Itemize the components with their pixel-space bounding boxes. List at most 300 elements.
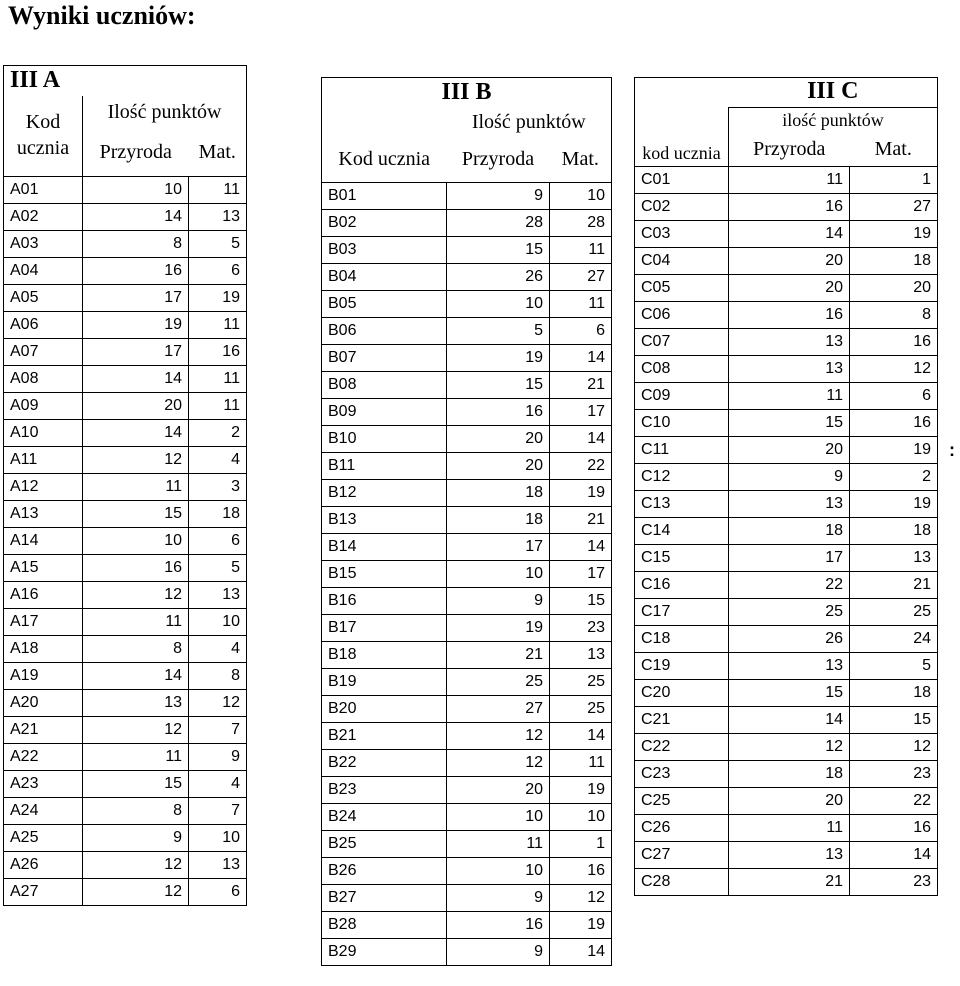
- table-row: [4, 825, 247, 852]
- table-row: [322, 264, 612, 291]
- table-row: [635, 869, 938, 896]
- math-score-cell: 8: [189, 663, 247, 690]
- table-row: [635, 464, 938, 491]
- science-score-cell: 11: [83, 744, 189, 771]
- student-code-cell: B29: [322, 939, 447, 966]
- math-score-cell: 18: [850, 248, 938, 275]
- science-score-cell: 17: [447, 534, 550, 561]
- math-score-cell: 21: [550, 507, 612, 534]
- class-a-header: [4, 66, 247, 177]
- student-code-cell: C14: [635, 518, 729, 545]
- student-code-cell: C13: [635, 491, 729, 518]
- science-score-cell: 12: [729, 734, 850, 761]
- math-score-cell: 10: [189, 825, 247, 852]
- science-score-cell: 20: [83, 393, 189, 420]
- student-code-cell: B20: [322, 696, 447, 723]
- student-code-cell: A24: [4, 798, 83, 825]
- student-code-cell: B07: [322, 345, 447, 372]
- class-a-points-header-cell: [83, 96, 247, 131]
- student-code-cell: C16: [635, 572, 729, 599]
- science-score-cell: 21: [447, 642, 550, 669]
- table-row: [4, 312, 247, 339]
- science-score-cell: 14: [83, 366, 189, 393]
- math-score-cell: 23: [850, 761, 938, 788]
- science-score-cell: 17: [83, 285, 189, 312]
- page-title: Wyniki uczniów:: [8, 1, 196, 30]
- math-score-cell: 25: [550, 669, 612, 696]
- table-row: [4, 636, 247, 663]
- math-score-cell: 10: [550, 804, 612, 831]
- science-score-cell: 16: [729, 194, 850, 221]
- math-score-cell: 24: [850, 626, 938, 653]
- student-code-cell: B24: [322, 804, 447, 831]
- science-score-cell: 10: [447, 804, 550, 831]
- science-score-cell: 25: [729, 599, 850, 626]
- science-score-cell: 18: [729, 518, 850, 545]
- science-score-cell: 10: [447, 858, 550, 885]
- table-row: [4, 663, 247, 690]
- math-score-cell: 6: [189, 879, 247, 906]
- science-score-cell: 15: [447, 237, 550, 264]
- table-row: [322, 372, 612, 399]
- student-code-cell: A17: [4, 609, 83, 636]
- science-score-cell: 14: [83, 663, 189, 690]
- class-b-points-header: Ilość punktów: [471, 111, 586, 133]
- science-score-cell: 12: [83, 852, 189, 879]
- math-score-cell: 5: [189, 231, 247, 258]
- science-score-cell: 10: [83, 528, 189, 555]
- science-score-cell: 11: [729, 815, 850, 842]
- table-row: [322, 426, 612, 453]
- math-score-cell: 2: [850, 464, 938, 491]
- student-code-cell: A21: [4, 717, 83, 744]
- math-score-cell: 4: [189, 771, 247, 798]
- student-code-cell: A26: [4, 852, 83, 879]
- student-code-cell: A18: [4, 636, 83, 663]
- science-score-cell: 11: [83, 609, 189, 636]
- table-row: [635, 275, 938, 302]
- student-code-cell: B06: [322, 318, 447, 345]
- class-c-col1-header: Przyroda: [753, 138, 826, 160]
- science-score-cell: 20: [729, 437, 850, 464]
- class-c-code-header: kod ucznia: [642, 143, 721, 163]
- science-score-cell: 16: [447, 912, 550, 939]
- student-code-cell: B19: [322, 669, 447, 696]
- math-score-cell: 12: [850, 356, 938, 383]
- student-code-cell: A08: [4, 366, 83, 393]
- student-code-cell: B16: [322, 588, 447, 615]
- science-score-cell: 13: [729, 356, 850, 383]
- table-row: [322, 696, 612, 723]
- table-row: [635, 680, 938, 707]
- table-row: [4, 447, 247, 474]
- math-score-cell: 23: [550, 615, 612, 642]
- table-row: [4, 501, 247, 528]
- table-row: [4, 690, 247, 717]
- table-row: [635, 302, 938, 329]
- student-code-cell: A22: [4, 744, 83, 771]
- table-row: [4, 879, 247, 906]
- class-b-col2-header: Mat.: [561, 148, 599, 170]
- science-score-cell: 9: [729, 464, 850, 491]
- math-score-cell: 11: [550, 291, 612, 318]
- table-row: [635, 815, 938, 842]
- table-row: [322, 588, 612, 615]
- math-score-cell: 19: [550, 777, 612, 804]
- class-b-rows: [322, 183, 612, 966]
- science-score-cell: 14: [83, 420, 189, 447]
- science-score-cell: 10: [447, 561, 550, 588]
- student-code-cell: B11: [322, 453, 447, 480]
- class-a-code-header-cell: [4, 96, 83, 177]
- student-code-cell: A19: [4, 663, 83, 690]
- table-row: [635, 410, 938, 437]
- student-code-cell: A14: [4, 528, 83, 555]
- math-score-cell: 16: [550, 858, 612, 885]
- table-row: [635, 572, 938, 599]
- student-code-cell: A11: [4, 447, 83, 474]
- math-score-cell: 28: [550, 210, 612, 237]
- class-a-title-cell: [4, 66, 247, 97]
- math-score-cell: 6: [850, 383, 938, 410]
- science-score-cell: 18: [447, 507, 550, 534]
- table-row: [4, 555, 247, 582]
- math-score-cell: 25: [550, 696, 612, 723]
- science-score-cell: 11: [729, 167, 850, 194]
- table-row: [322, 831, 612, 858]
- student-code-cell: C10: [635, 410, 729, 437]
- science-score-cell: 20: [729, 788, 850, 815]
- science-score-cell: 20: [447, 453, 550, 480]
- math-score-cell: 2: [189, 420, 247, 447]
- math-score-cell: 6: [189, 258, 247, 285]
- math-score-cell: 15: [550, 588, 612, 615]
- student-code-cell: B25: [322, 831, 447, 858]
- table-row: [4, 852, 247, 879]
- table-row: [635, 518, 938, 545]
- student-code-cell: C06: [635, 302, 729, 329]
- science-score-cell: 12: [447, 723, 550, 750]
- science-score-cell: 19: [83, 312, 189, 339]
- table-row: [4, 744, 247, 771]
- student-code-cell: A16: [4, 582, 83, 609]
- student-code-cell: C18: [635, 626, 729, 653]
- class-b-col2-header-cell: [550, 138, 612, 183]
- math-score-cell: 25: [850, 599, 938, 626]
- math-score-cell: 19: [850, 437, 938, 464]
- class-b-blank-cell: [322, 108, 447, 138]
- table-row: [4, 177, 247, 204]
- table-row: [635, 491, 938, 518]
- math-score-cell: 14: [550, 939, 612, 966]
- student-code-cell: C02: [635, 194, 729, 221]
- table-row: [635, 545, 938, 572]
- student-code-cell: A15: [4, 555, 83, 582]
- table-row: [635, 653, 938, 680]
- science-score-cell: 13: [729, 842, 850, 869]
- student-code-cell: C09: [635, 383, 729, 410]
- table-row: [4, 798, 247, 825]
- math-score-cell: 16: [189, 339, 247, 366]
- math-score-cell: 17: [550, 399, 612, 426]
- math-score-cell: 14: [550, 345, 612, 372]
- student-code-cell: A01: [4, 177, 83, 204]
- science-score-cell: 20: [447, 777, 550, 804]
- student-code-cell: A13: [4, 501, 83, 528]
- student-code-cell: C22: [635, 734, 729, 761]
- table-row: [322, 291, 612, 318]
- class-c-code-header-cell: [635, 108, 729, 167]
- math-score-cell: 22: [550, 453, 612, 480]
- science-score-cell: 8: [83, 798, 189, 825]
- table-row: [4, 474, 247, 501]
- science-score-cell: 10: [83, 177, 189, 204]
- student-code-cell: C23: [635, 761, 729, 788]
- table-row: [4, 258, 247, 285]
- science-score-cell: 28: [447, 210, 550, 237]
- table-row: [322, 885, 612, 912]
- student-code-cell: C19: [635, 653, 729, 680]
- math-score-cell: 1: [850, 167, 938, 194]
- table-row: [322, 723, 612, 750]
- table-row: [635, 626, 938, 653]
- student-code-cell: B21: [322, 723, 447, 750]
- math-score-cell: 11: [189, 177, 247, 204]
- table-row: [322, 750, 612, 777]
- science-score-cell: 15: [83, 501, 189, 528]
- student-code-cell: B27: [322, 885, 447, 912]
- class-b-code-header-cell: [322, 138, 447, 183]
- table-row: [322, 534, 612, 561]
- math-score-cell: 11: [189, 393, 247, 420]
- class-a-points-header: Ilość punktów: [107, 101, 222, 124]
- science-score-cell: 12: [83, 582, 189, 609]
- science-score-cell: 5: [447, 318, 550, 345]
- table-row: [322, 210, 612, 237]
- math-score-cell: 19: [550, 480, 612, 507]
- math-score-cell: 22: [850, 788, 938, 815]
- class-c-points-header: ilość punktów: [782, 110, 884, 130]
- table-row: [322, 183, 612, 210]
- table-row: [635, 167, 938, 194]
- student-code-cell: A27: [4, 879, 83, 906]
- math-score-cell: 13: [189, 852, 247, 879]
- science-score-cell: 9: [447, 588, 550, 615]
- math-score-cell: 11: [189, 312, 247, 339]
- table-row: [635, 329, 938, 356]
- science-score-cell: 12: [447, 750, 550, 777]
- class-b-table: [321, 77, 612, 966]
- math-score-cell: 14: [550, 723, 612, 750]
- table-row: [322, 642, 612, 669]
- student-code-cell: A25: [4, 825, 83, 852]
- science-score-cell: 19: [447, 345, 550, 372]
- math-score-cell: 18: [850, 680, 938, 707]
- math-score-cell: 19: [550, 912, 612, 939]
- class-c-col2-header-cell: [850, 134, 938, 167]
- science-score-cell: 15: [83, 771, 189, 798]
- table-row: [4, 717, 247, 744]
- table-row: [322, 237, 612, 264]
- class-c-points-header-cell: [729, 108, 938, 135]
- math-score-cell: 16: [850, 329, 938, 356]
- class-b-title-cell: [322, 78, 612, 109]
- student-code-cell: B17: [322, 615, 447, 642]
- class-a-col1-header-cell: [83, 131, 189, 177]
- math-score-cell: 6: [189, 528, 247, 555]
- table-row: [635, 788, 938, 815]
- student-code-cell: A23: [4, 771, 83, 798]
- student-code-cell: B10: [322, 426, 447, 453]
- table-row: [635, 842, 938, 869]
- science-score-cell: 9: [447, 183, 550, 210]
- student-code-cell: C27: [635, 842, 729, 869]
- science-score-cell: 16: [447, 399, 550, 426]
- student-code-cell: B12: [322, 480, 447, 507]
- science-score-cell: 20: [729, 248, 850, 275]
- table-row: [4, 528, 247, 555]
- science-score-cell: 22: [729, 572, 850, 599]
- table-row: [635, 356, 938, 383]
- science-score-cell: 17: [729, 545, 850, 572]
- table-row: [322, 669, 612, 696]
- table-row: [4, 393, 247, 420]
- math-score-cell: 21: [550, 372, 612, 399]
- student-code-cell: C15: [635, 545, 729, 572]
- science-score-cell: 9: [83, 825, 189, 852]
- student-code-cell: B02: [322, 210, 447, 237]
- class-c-col1-header-cell: [729, 134, 850, 167]
- class-c-title-cell: [729, 78, 938, 108]
- science-score-cell: 11: [447, 831, 550, 858]
- table-row: [635, 248, 938, 275]
- table-row: [322, 912, 612, 939]
- table-row: [322, 453, 612, 480]
- table-row: [4, 366, 247, 393]
- table-row: [635, 761, 938, 788]
- science-score-cell: 14: [83, 204, 189, 231]
- table-row: [635, 707, 938, 734]
- science-score-cell: 18: [729, 761, 850, 788]
- class-b-code-header: Kod ucznia: [338, 148, 431, 170]
- math-score-cell: 13: [189, 204, 247, 231]
- class-a-table: [3, 65, 247, 906]
- math-score-cell: 4: [189, 636, 247, 663]
- math-score-cell: 10: [550, 183, 612, 210]
- student-code-cell: C20: [635, 680, 729, 707]
- science-score-cell: 14: [729, 707, 850, 734]
- math-score-cell: 23: [850, 869, 938, 896]
- student-code-cell: B05: [322, 291, 447, 318]
- class-a-col1-header: Przyroda: [99, 141, 172, 164]
- science-score-cell: 16: [83, 555, 189, 582]
- student-code-cell: B26: [322, 858, 447, 885]
- science-score-cell: 17: [83, 339, 189, 366]
- student-code-cell: C26: [635, 815, 729, 842]
- student-code-cell: A06: [4, 312, 83, 339]
- math-score-cell: 13: [189, 582, 247, 609]
- student-code-cell: C11: [635, 437, 729, 464]
- math-score-cell: 7: [189, 798, 247, 825]
- student-code-cell: A07: [4, 339, 83, 366]
- class-c-col2-header: Mat.: [874, 138, 912, 160]
- student-code-cell: C05: [635, 275, 729, 302]
- math-score-cell: 4: [189, 447, 247, 474]
- class-c-title-blank: [635, 78, 729, 108]
- math-score-cell: 16: [850, 410, 938, 437]
- table-row: [322, 507, 612, 534]
- math-score-cell: 16: [850, 815, 938, 842]
- science-score-cell: 18: [447, 480, 550, 507]
- table-row: [635, 437, 938, 464]
- class-c-header: [635, 78, 938, 167]
- student-code-cell: B03: [322, 237, 447, 264]
- student-code-cell: C07: [635, 329, 729, 356]
- math-score-cell: 12: [189, 690, 247, 717]
- table-row: [4, 771, 247, 798]
- math-score-cell: 18: [189, 501, 247, 528]
- math-score-cell: 11: [550, 237, 612, 264]
- science-score-cell: 26: [729, 626, 850, 653]
- math-score-cell: 19: [189, 285, 247, 312]
- math-score-cell: 11: [550, 750, 612, 777]
- math-score-cell: 3: [189, 474, 247, 501]
- math-score-cell: 9: [189, 744, 247, 771]
- math-score-cell: 13: [850, 545, 938, 572]
- student-code-cell: B04: [322, 264, 447, 291]
- math-score-cell: 27: [550, 264, 612, 291]
- science-score-cell: 9: [447, 939, 550, 966]
- science-score-cell: 13: [729, 491, 850, 518]
- student-code-cell: B01: [322, 183, 447, 210]
- science-score-cell: 8: [83, 231, 189, 258]
- student-code-cell: A02: [4, 204, 83, 231]
- table-row: [4, 609, 247, 636]
- class-a-code-header: Kod ucznia: [16, 111, 70, 159]
- table-row: [322, 480, 612, 507]
- science-score-cell: 27: [447, 696, 550, 723]
- class-b-header: [322, 78, 612, 183]
- math-score-cell: 15: [850, 707, 938, 734]
- class-b-col1-header: Przyroda: [461, 148, 535, 170]
- student-code-cell: B28: [322, 912, 447, 939]
- table-row: [322, 939, 612, 966]
- science-score-cell: 20: [447, 426, 550, 453]
- science-score-cell: 12: [83, 879, 189, 906]
- science-score-cell: 12: [83, 717, 189, 744]
- math-score-cell: 10: [189, 609, 247, 636]
- science-score-cell: 10: [447, 291, 550, 318]
- student-code-cell: C08: [635, 356, 729, 383]
- table-row: [322, 615, 612, 642]
- class-b-col1-header-cell: [447, 138, 550, 183]
- table-row: [322, 399, 612, 426]
- table-row: [322, 345, 612, 372]
- science-score-cell: 19: [447, 615, 550, 642]
- student-code-cell: C25: [635, 788, 729, 815]
- student-code-cell: B15: [322, 561, 447, 588]
- class-a-col2-header-cell: [189, 131, 247, 177]
- student-code-cell: C01: [635, 167, 729, 194]
- class-c-rows: [635, 167, 938, 896]
- student-code-cell: A05: [4, 285, 83, 312]
- student-code-cell: A03: [4, 231, 83, 258]
- science-score-cell: 15: [729, 680, 850, 707]
- student-code-cell: B23: [322, 777, 447, 804]
- student-code-cell: A04: [4, 258, 83, 285]
- science-score-cell: 13: [729, 329, 850, 356]
- class-c-table: [634, 77, 938, 896]
